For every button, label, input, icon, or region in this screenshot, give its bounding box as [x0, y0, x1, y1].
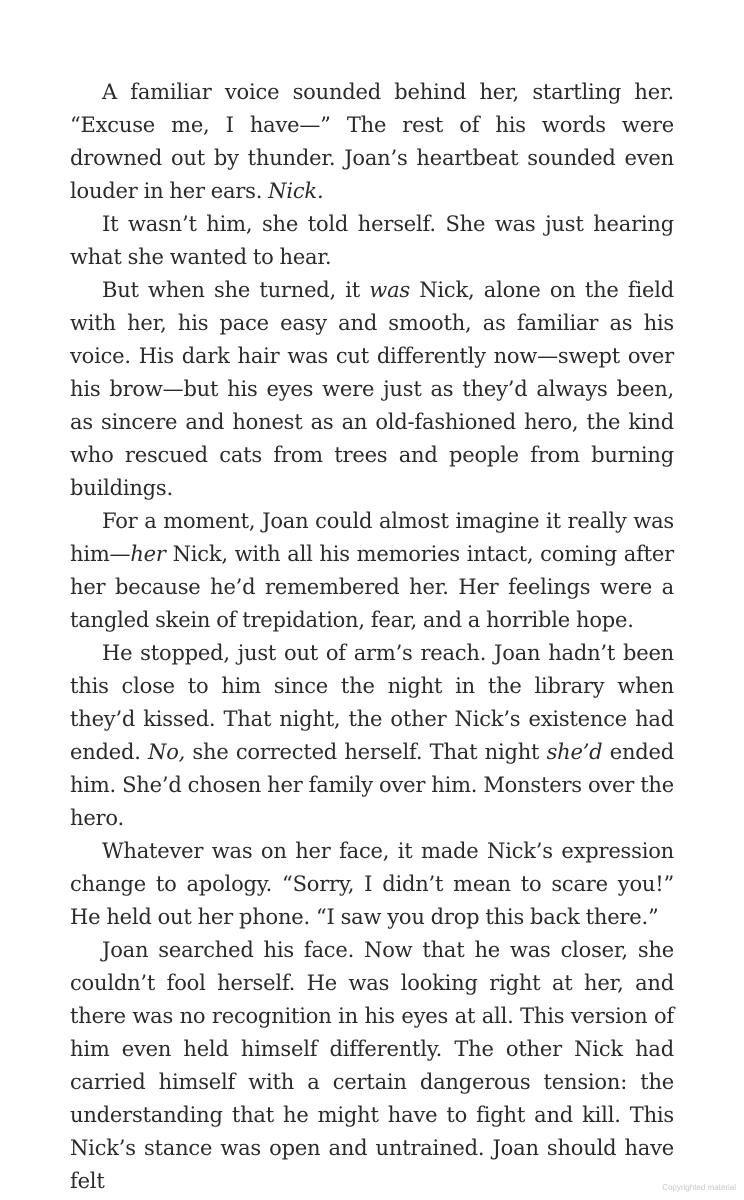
text-run: It wasn’t him, she told herself. She was just hearing what she wanted to hear.	[70, 212, 674, 269]
italic-text-run: Nick.	[268, 179, 324, 203]
text-run: Nick, alone on the field with her, his pace easy and smooth, as familiar as his voice. His dark hair was cut differently now—swept over his brow—but his eyes were just as they’d always been, as sincere and honest as an old-fashioned hero, the kind who rescued cats from trees and people from burning buildings.	[70, 278, 674, 500]
paragraph-5	[70, 637, 674, 835]
text-run: ended him. She’d chosen her family over him. Monsters over the hero.	[70, 740, 674, 830]
copyright-notice: Copyrighted material	[662, 1183, 736, 1192]
text-run: Whatever was on her face, it made Nick’s expression change to apology. “Sorry, I didn’t mean to scare you!” He held out her phone. “I saw you drop this back there.”	[70, 839, 674, 929]
paragraph-2	[70, 208, 674, 274]
italic-text-run: she’d	[546, 740, 603, 764]
italic-text-run: No,	[148, 740, 186, 764]
paragraph-4	[70, 505, 674, 637]
text-run: But when she turned, it	[102, 278, 370, 302]
italic-text-run: her	[130, 542, 166, 566]
text-run: He stopped, just out of arm’s reach. Joan hadn’t been this close to him since the night in the library when they’d kissed. That night, the other Nick’s existence had ended.	[70, 641, 674, 764]
paragraph-7	[70, 934, 674, 1198]
paragraph-1	[70, 76, 674, 208]
text-run: she corrected herself. That night	[185, 740, 547, 764]
paragraph-6	[70, 835, 674, 934]
text-run: Joan searched his face. Now that he was closer, she couldn’t fool herself. He was looking right at her, and there was no recognition in his eyes at all. This version of him even held himself differently. The other Nick had carried himself with a certain dangerous tension: the understanding that he might have to fight and kill. This Nick’s stance was open and untrained. Joan should have felt	[70, 938, 674, 1193]
book-page-text	[70, 76, 674, 1198]
italic-text-run: was	[369, 278, 410, 302]
text-run: Nick, with all his memories intact, coming after her because he’d remembered her. Her feelings were a tangled skein of trepidation, fear, and a horrible hope.	[70, 542, 674, 632]
paragraph-3	[70, 274, 674, 505]
text-run: A familiar voice sounded behind her, startling her. “Excuse me, I have—” The rest of his words were drowned out by thunder. Joan’s heartbeat sounded even louder in her ears.	[70, 80, 674, 203]
text-run: For a moment, Joan could almost imagine it really was him—	[70, 509, 674, 566]
